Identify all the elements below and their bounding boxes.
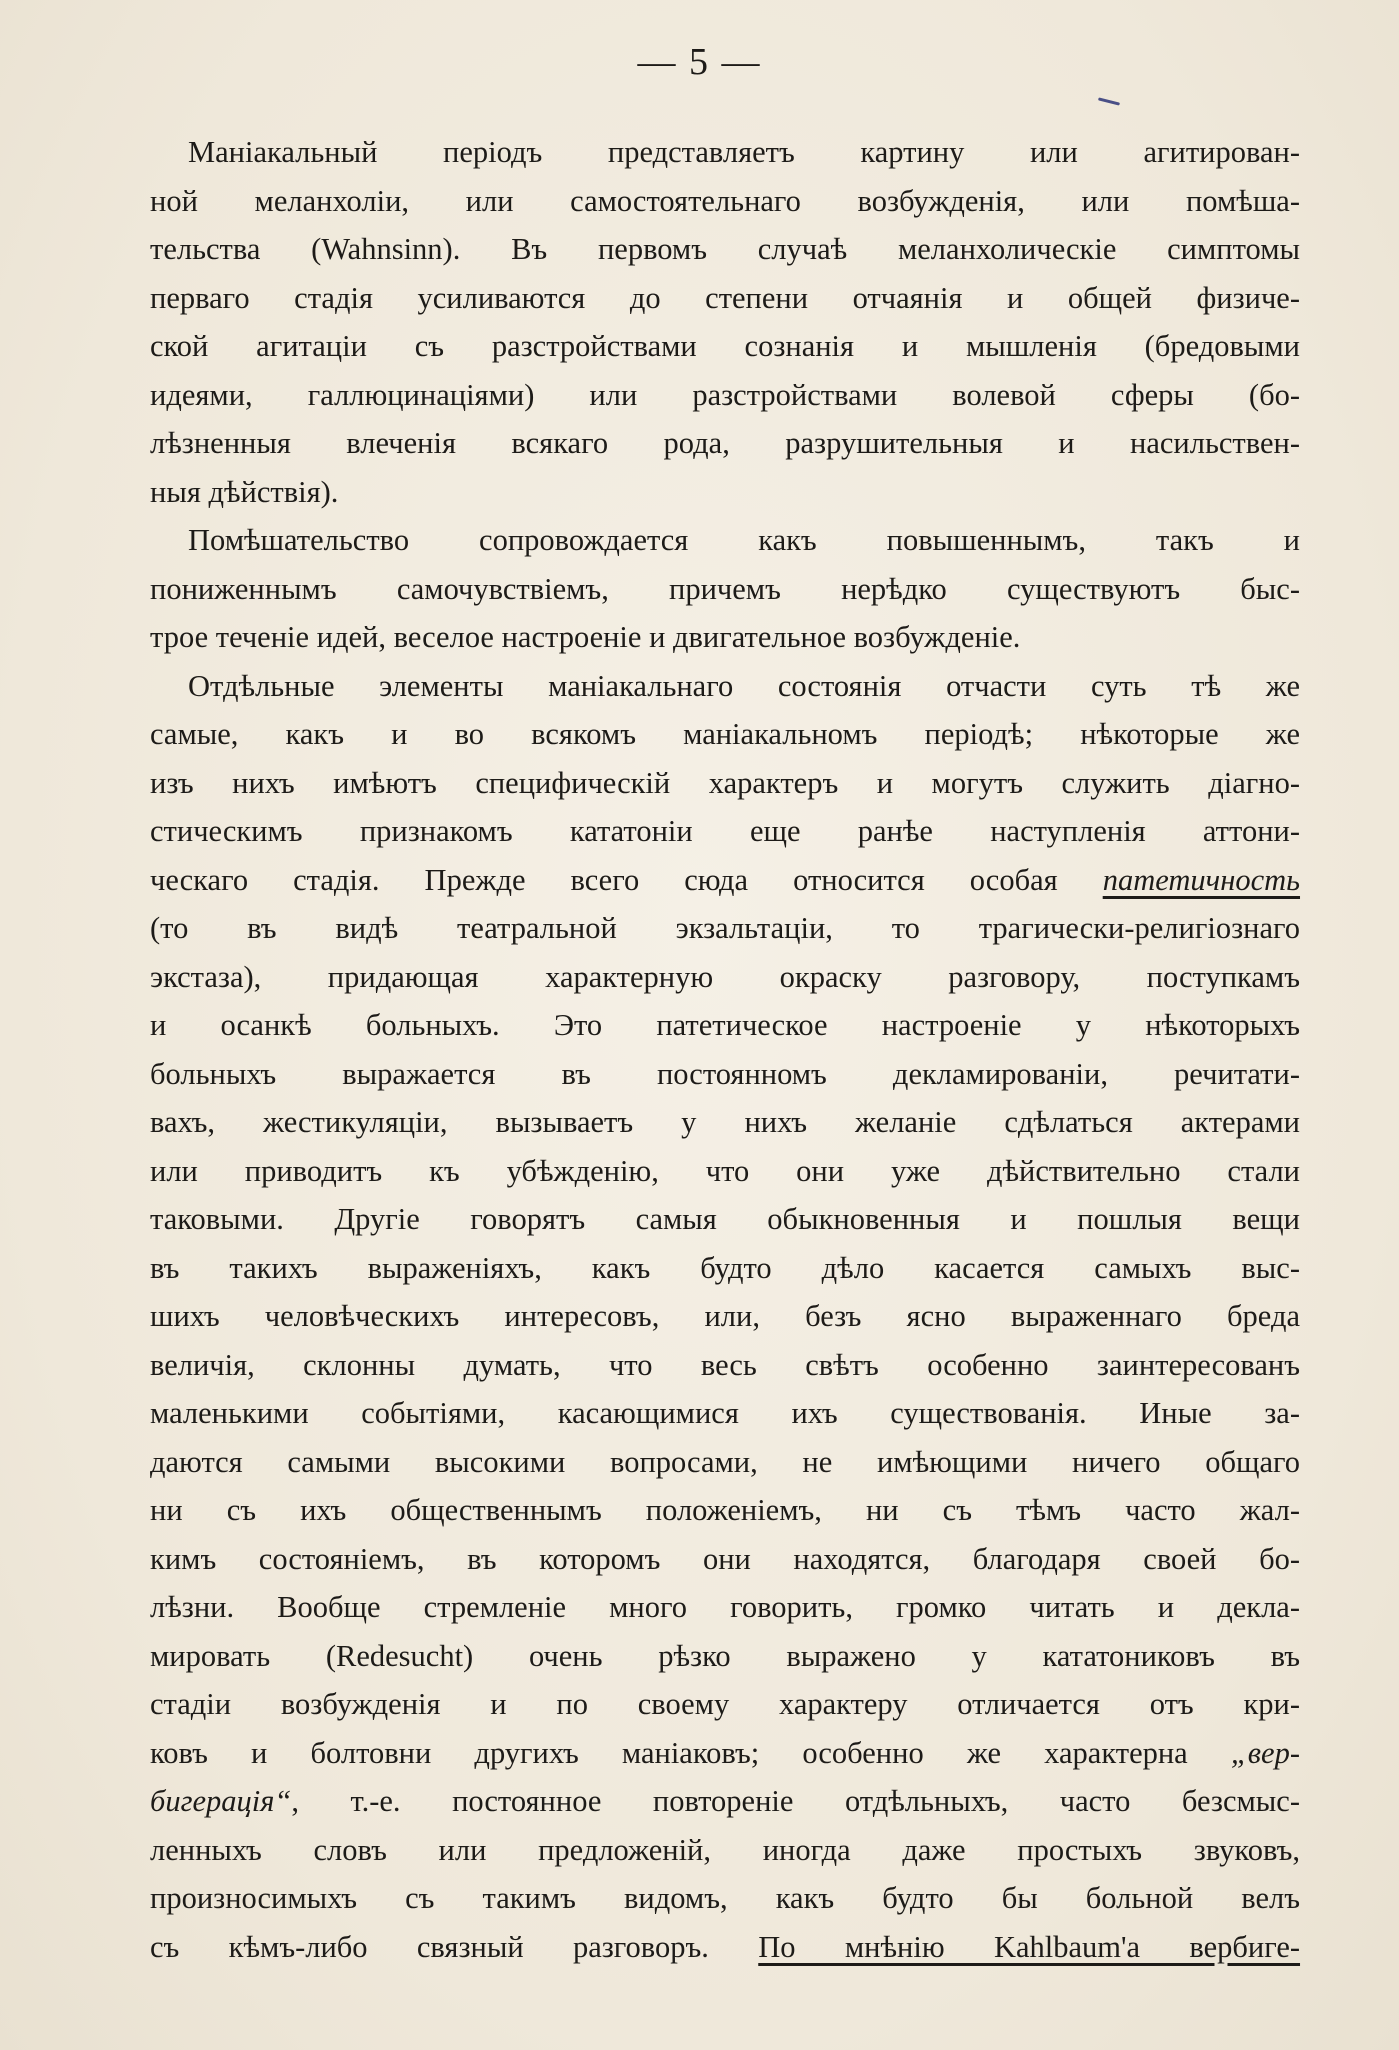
page-number: — 5 — — [637, 41, 762, 83]
text-line: величія, склонны думать, что весь свѣтъ особенно заинтересованъ — [150, 1347, 1300, 1382]
text-line: таковыми. Другіе говорятъ самыя обыкновенныя и пошлыя вещи — [150, 1202, 1300, 1236]
text-line: ной меланхоліи, или самостоятельнаго возбужденія, или помѣша- — [150, 183, 1300, 218]
text-line: даются самыми высокими вопросами, не имѣющими ничего общаго — [150, 1444, 1300, 1479]
text-line: стическимъ признакомъ кататоніи еще ранѣе наступленія аттони- — [150, 814, 1300, 848]
text-line: ленныхъ словъ или предложеній, иногда даже простыхъ звуковъ, — [150, 1832, 1300, 1867]
text-line: ни съ ихъ общественнымъ положеніемъ, ни съ тѣмъ часто жал- — [150, 1493, 1300, 1527]
text-line: произносимыхъ съ такимъ видомъ, какъ будто бы больной велъ — [150, 1881, 1300, 1915]
text-line-with-emphasis — [150, 1923, 1300, 1972]
text-line: стадіи возбужденія и по своему характеру отличается отъ кри- — [150, 1687, 1300, 1721]
emphasized-term: патетичность — [1102, 862, 1301, 897]
text-line: кимъ состояніемъ, въ которомъ они находятся, благодаря своей бо- — [150, 1541, 1300, 1576]
emphasized-term: „вер- — [1230, 1735, 1300, 1770]
emphasized-term: бигерація“ — [150, 1784, 292, 1818]
text-line: лѣзни. Вообще стремленіе много говорить, громко читать и декла- — [150, 1590, 1300, 1624]
underlined-text: По мнѣнію Kahlbaum'a вербиге- — [758, 1929, 1301, 1964]
text-segment: съ кѣмъ-либо связный разговоръ. — [150, 1929, 709, 1964]
text-line: ской агитаціи съ разстройствами сознанія и мышленія (бредовыми — [150, 329, 1300, 363]
text-line: или приводитъ къ убѣжденію, что они уже дѣйствительно стали — [150, 1153, 1300, 1188]
text-segment: , т.-е. постоянное повтореніе отдѣльныхъ, часто безсмыс- — [291, 1784, 1300, 1818]
text-line: мировать (Redesucht) очень рѣзко выражено у кататониковъ въ — [150, 1638, 1300, 1673]
text-line-with-emphasis — [150, 856, 1300, 905]
text-line: трое теченіе идей, веселое настроеніе и двигательное возбужденіе. — [150, 620, 1021, 654]
body-text — [150, 128, 1300, 1971]
text-line-with-emphasis — [150, 1729, 1300, 1778]
text-line: перваго стадія усиливаются до степени отчаянія и общей физиче- — [150, 280, 1300, 315]
text-line: въ такихъ выраженіяхъ, какъ будто дѣло касается самыхъ выс- — [150, 1250, 1300, 1285]
pencil-mark — [1098, 97, 1120, 105]
text-line: лѣзненныя влеченія всякаго рода, разрушительныя и насильствен- — [150, 426, 1300, 460]
text-line: больныхъ выражается въ постоянномъ декламированіи, речитати- — [150, 1056, 1300, 1091]
text-line: (то въ видѣ театральной экзальтаціи, то трагически-религіознаго — [150, 911, 1300, 945]
text-line: Помѣшательство сопровождается какъ повышеннымъ, такъ и — [188, 523, 1300, 557]
text-segment: ческаго стадія. Прежде всего сюда относится особая — [150, 862, 1058, 897]
text-segment: ковъ и болтовни другихъ маніаковъ; особенно же характерна — [150, 1735, 1188, 1770]
text-line: пониженнымъ самочувствіемъ, причемъ нерѣдко существуютъ быс- — [150, 571, 1300, 606]
text-line: ныя дѣйствія). — [150, 474, 339, 509]
text-line: маленькими событіями, касающимися ихъ существованія. Иные за- — [150, 1396, 1300, 1430]
text-line-with-emphasis — [150, 1777, 1300, 1826]
text-line: вахъ, жестикуляціи, вызываетъ у нихъ желаніе сдѣлаться актерами — [150, 1105, 1300, 1139]
text-line: Маніакальный періодъ представляетъ картину или агитирован- — [188, 135, 1300, 169]
text-line: идеями, галлюцинаціями) или разстройствами волевой сферы (бо- — [150, 377, 1300, 412]
text-line: Отдѣльные элементы маніакальнаго состоянія отчасти суть тѣ же — [188, 668, 1300, 703]
text-line: изъ нихъ имѣютъ специфическій характеръ и могутъ служить діагно- — [150, 765, 1300, 800]
text-line: тельства (Wahnsinn). Въ первомъ случаѣ меланхолическіе симптомы — [150, 232, 1300, 266]
text-line: экстаза), придающая характерную окраску разговору, поступкамъ — [150, 959, 1300, 994]
text-line: самые, какъ и во всякомъ маніакальномъ періодѣ; нѣкоторые же — [150, 717, 1300, 751]
text-line: шихъ человѣческихъ интересовъ, или, безъ ясно выраженнаго бреда — [150, 1299, 1300, 1333]
text-line: и осанкѣ больныхъ. Это патетическое настроеніе у нѣкоторыхъ — [150, 1008, 1300, 1042]
